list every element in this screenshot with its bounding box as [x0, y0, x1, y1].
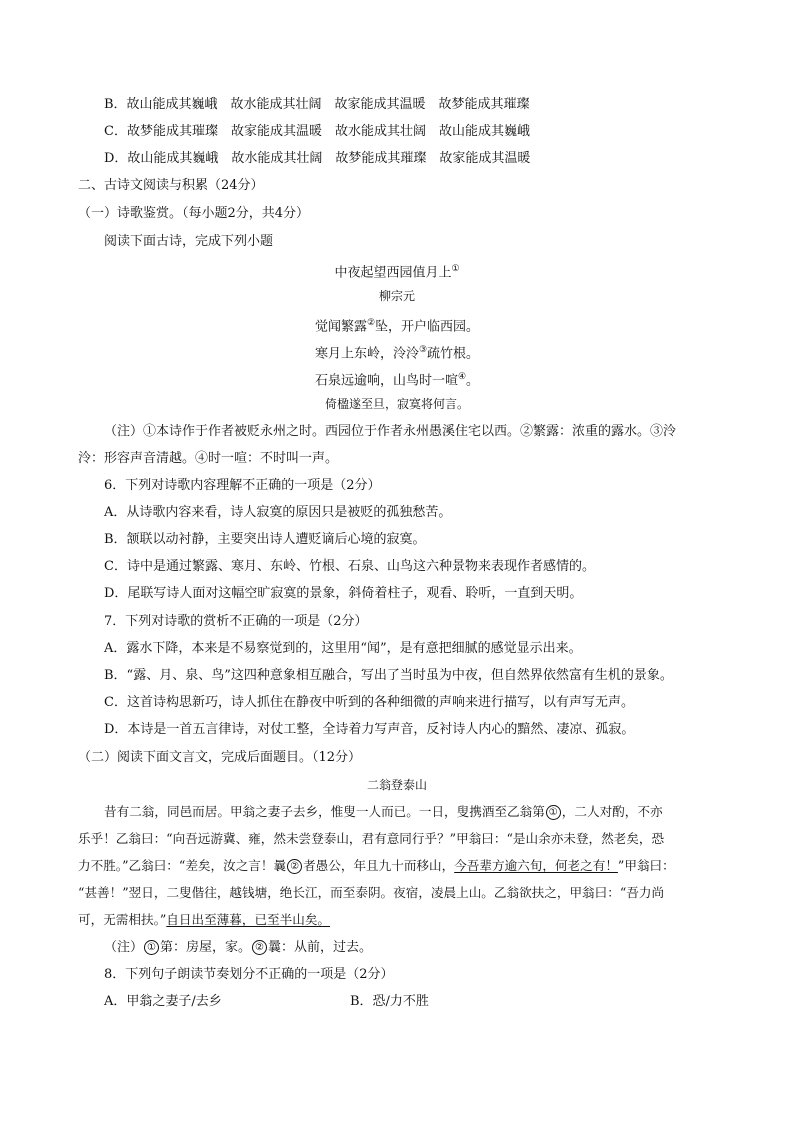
q6-option-a: A．从诗歌内容来看，诗人寂寞的原因只是被贬的孤独愁苦。 [104, 505, 452, 520]
classical-line-3: 力不胜。”乙翁曰：“差矣，汝之言！曩 ② 者愚公，年且九十而移山，今吾辈方逾六旬，何老之有！”甲翁曰： [78, 858, 675, 873]
q7-option-a: A．露水下降，本来是不易察觉到的，这里用“闻”，是有意把细腻的感觉显示出来。 [104, 641, 582, 656]
q5-option-d: D．故山能成其巍峨 故水能成其壮阔 故梦能成其璀璨 故家能成其温暖 [104, 151, 531, 166]
q8-stem: 8．下列句子朗读节奏划分不正确的一项是（2分） [104, 967, 394, 982]
poem-author: 柳宗元 [378, 289, 415, 303]
classical-line-4: “甚善！”翌日，二叟偕往，越钱塘，绝长江，而至泰阴。夜宿，凌晨上山。乙翁欲扶之，甲翁曰：“吾力尚 [78, 885, 665, 900]
q5-option-c: C．故梦能成其璀璨 故家能成其温暖 故水能成其壮阔 故山能成其巍峨 [104, 124, 530, 139]
poem-note-line-2: 泠：形容声音清越。④时一喧：不时叫一声。 [78, 451, 339, 466]
q7-option-b: B．“露、月、泉、鸟”这四种意象相互融合，写出了当时虽为中夜，但自然界依然富有生机的景象。 [104, 668, 673, 683]
q7-stem: 7．下列对诗歌的赏析不正确的一项是（2分） [104, 614, 368, 629]
section2-heading: 二、古诗文阅读与积累（24分） [78, 178, 264, 193]
q6-option-d: D．尾联写诗人面对这幅空旷寂寞的景象，斜倚着柱子，观看、聆听，一直到天明。 [104, 586, 583, 601]
footnote-marker: ② [287, 859, 302, 874]
footnote-marker: ④ [457, 372, 467, 382]
q6-option-c: C．诗中是通过繁露、寒月、东岭、竹根、石泉、山鸟这六种景物来表现作者感情的。 [104, 559, 595, 574]
footnote-marker: ① [451, 264, 460, 274]
classical-note: （注） ① 第：房屋，家。 ② 曩：从前，过去。 [104, 940, 373, 955]
footnote-marker: ① [546, 805, 561, 820]
poem-title: 中夜起望西园值月上① [334, 264, 460, 281]
poem-line-2: 寒月上东岭，泠泠③疏竹根。 [314, 345, 480, 362]
poem-line-4: 倚楹遂至旦，寂寞将何言。 [324, 397, 469, 411]
poem-instruction: 阅读下面古诗，完成下列小题 [104, 234, 274, 249]
classical-title: 二翁登泰山 [366, 778, 427, 792]
q6-option-b: B．颔联以动衬静，主要突出诗人遭贬谪后心境的寂寞。 [104, 532, 426, 547]
part1-heading: （一）诗歌鉴赏。（每小题2分，共4分） [78, 206, 310, 221]
classical-line-2: 乐乎！乙翁曰：“向吾远游冀、雍，然未尝登泰山，君有意同行乎？”甲翁曰：“是山余亦未登，然老矣，恐 [78, 831, 665, 846]
poem-line-1: 觉闻繁露②坠，开户临西园。 [314, 318, 480, 335]
q5-option-b: B．故山能成其巍峨 故水能成其壮阔 故家能成其温暖 故梦能成其璀璨 [104, 97, 530, 112]
part2-heading: （二）阅读下面文言文，完成后面题目。（12分） [78, 750, 362, 765]
q8-option-a: A．甲翁之妻子/去乡 [104, 994, 222, 1009]
footnote-marker: ③ [418, 345, 428, 355]
poem-line-3: 石泉远逾响，山鸟时一喧④。 [314, 372, 480, 389]
underlined-sentence: 今吾辈方逾六旬，何老之有！ [454, 858, 618, 873]
q6-stem: 6．下列对诗歌内容理解不正确的一项是（2分） [104, 478, 381, 493]
underlined-sentence: 自日出至薄暮，已至半山矣。 [166, 912, 331, 927]
classical-line-1: 昔有二翁，同邑而居。甲翁之妻子去乡，惟叟一人而已。一日，叟携酒至乙翁第 ① ，二人对酌，不亦 [104, 804, 663, 819]
poem-note-line-1: （注）①本诗作于作者被贬永州之时。西园位于作者永州愚溪住宅以西。②繁露：浓重的露水。③泠 [104, 424, 677, 439]
q7-option-c: C．这首诗构思新巧，诗人抓住在静夜中听到的各种细微的声响来进行描写，以有声写无声。 [104, 695, 634, 710]
footnote-marker: ② [366, 318, 376, 328]
q7-option-d: D．本诗是一首五言律诗，对仗工整，全诗着力写声音，反衬诗人内心的黯然、凄凉、孤寂。 [104, 722, 635, 737]
classical-line-5: 可，无需相扶。”自日出至薄暮，已至半山矣。 [78, 912, 331, 927]
q8-option-b: B．恐/力不胜 [350, 994, 429, 1009]
